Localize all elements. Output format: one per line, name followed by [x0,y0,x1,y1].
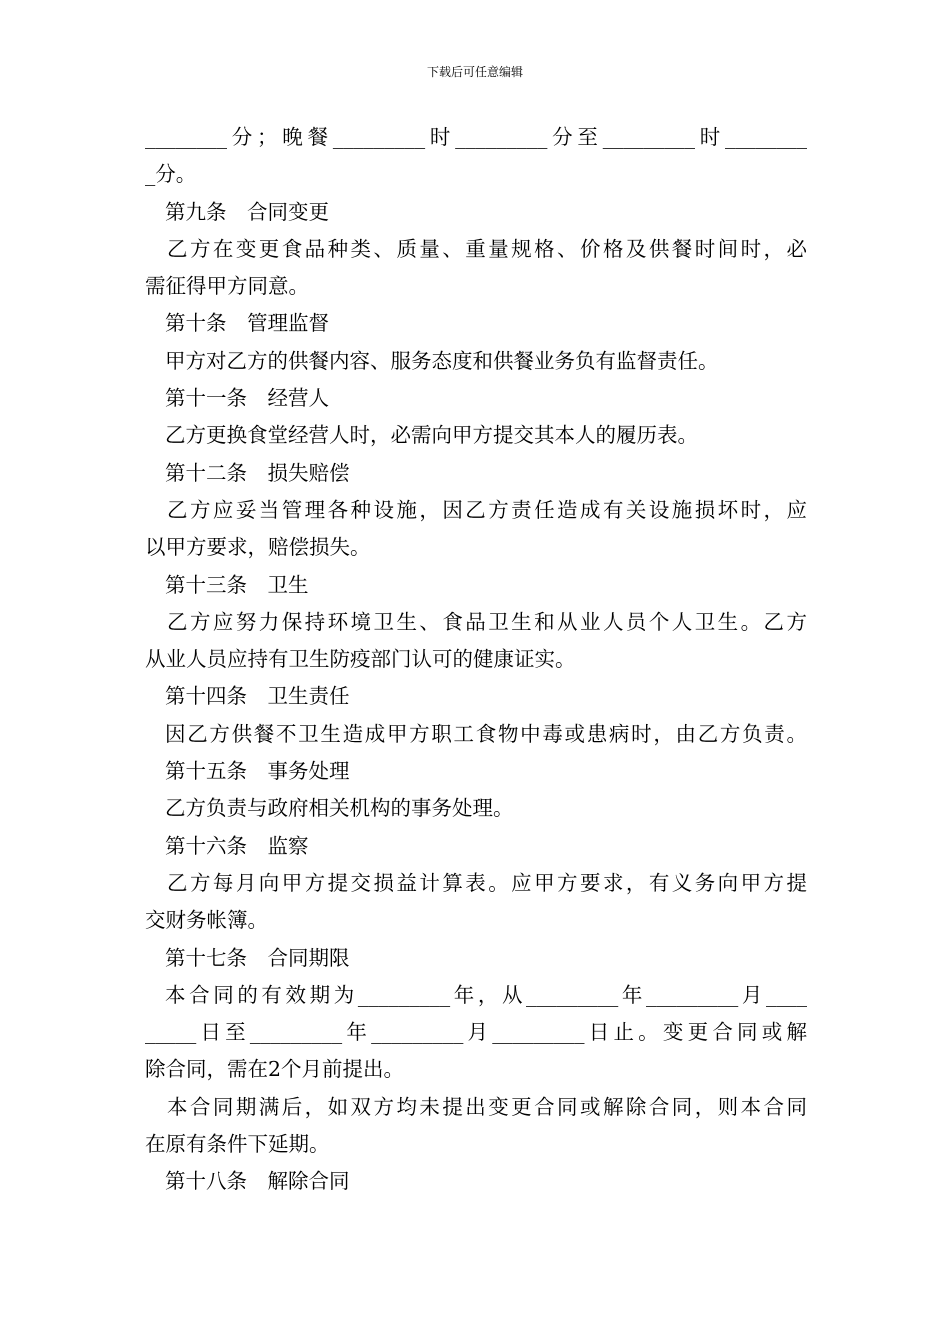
article-heading: 第十五条 事务处理 [165,759,350,784]
article-heading: 第十四条 卫生责任 [165,684,350,709]
paragraph-line: 乙方应努力保持环境卫生、食品卫生和从业人员个人卫生。乙方 [167,609,807,634]
paragraph-line: 在原有条件下延期。 [145,1132,330,1157]
paragraph-line: 乙方负责与政府相关机构的事务处理。 [165,796,514,821]
page-header: 下载后可任意编辑 [426,65,523,79]
paragraph-line: 本合同期满后，如双方均未提出变更合同或解除合同，则本合同 [167,1094,807,1119]
paragraph-line: ________分；晚餐_________时_________分至_________时________ [145,125,807,149]
article-heading: 第十条 管理监督 [165,311,329,336]
paragraph-line: 乙方在变更食品种类、质量、重量规格、价格及供餐时间时，必 [167,236,807,261]
paragraph-line: 除合同，需在2个月前提出。 [145,1057,405,1082]
paragraph-line: 交财务帐簿。 [145,908,268,933]
paragraph-line: 乙方更换食堂经营人时，必需向甲方提交其本人的履历表。 [165,423,698,448]
paragraph-line: 需征得甲方同意。 [145,274,309,299]
paragraph-line: 甲方对乙方的供餐内容、服务态度和供餐业务负有监督责任。 [165,348,719,373]
paragraph-line: _____日至_________年_________月_________日止。变更合同或解 [145,1020,807,1045]
article-heading: 第十八条 解除合同 [165,1169,350,1194]
article-heading: 第十七条 合同期限 [165,945,350,970]
paragraph-line: 乙方每月向甲方提交损益计算表。应甲方要求，有义务向甲方提 [167,870,807,895]
paragraph-line: 乙方应妥当管理各种设施，因乙方责任造成有关设施损坏时，应 [167,497,807,522]
paragraph-line: _分。 [145,162,197,187]
paragraph-line: 本合同的有效期为_________年，从_________年_________月____ [165,982,807,1007]
article-heading: 第十一条 经营人 [165,386,329,411]
article-heading: 第十二条 损失赔偿 [165,460,350,485]
paragraph-line: 从业人员应持有卫生防疫部门认可的健康证实。 [145,647,576,672]
article-heading: 第九条 合同变更 [165,199,329,224]
article-heading: 第十三条 卫生 [165,572,309,597]
article-heading: 第十六条 监察 [165,833,309,858]
paragraph-line: 因乙方供餐不卫生造成甲方职工食物中毒或患病时，由乙方负责。 [165,721,807,746]
paragraph-line: 以甲方要求，赔偿损失。 [145,535,371,560]
document-body [145,119,807,1201]
